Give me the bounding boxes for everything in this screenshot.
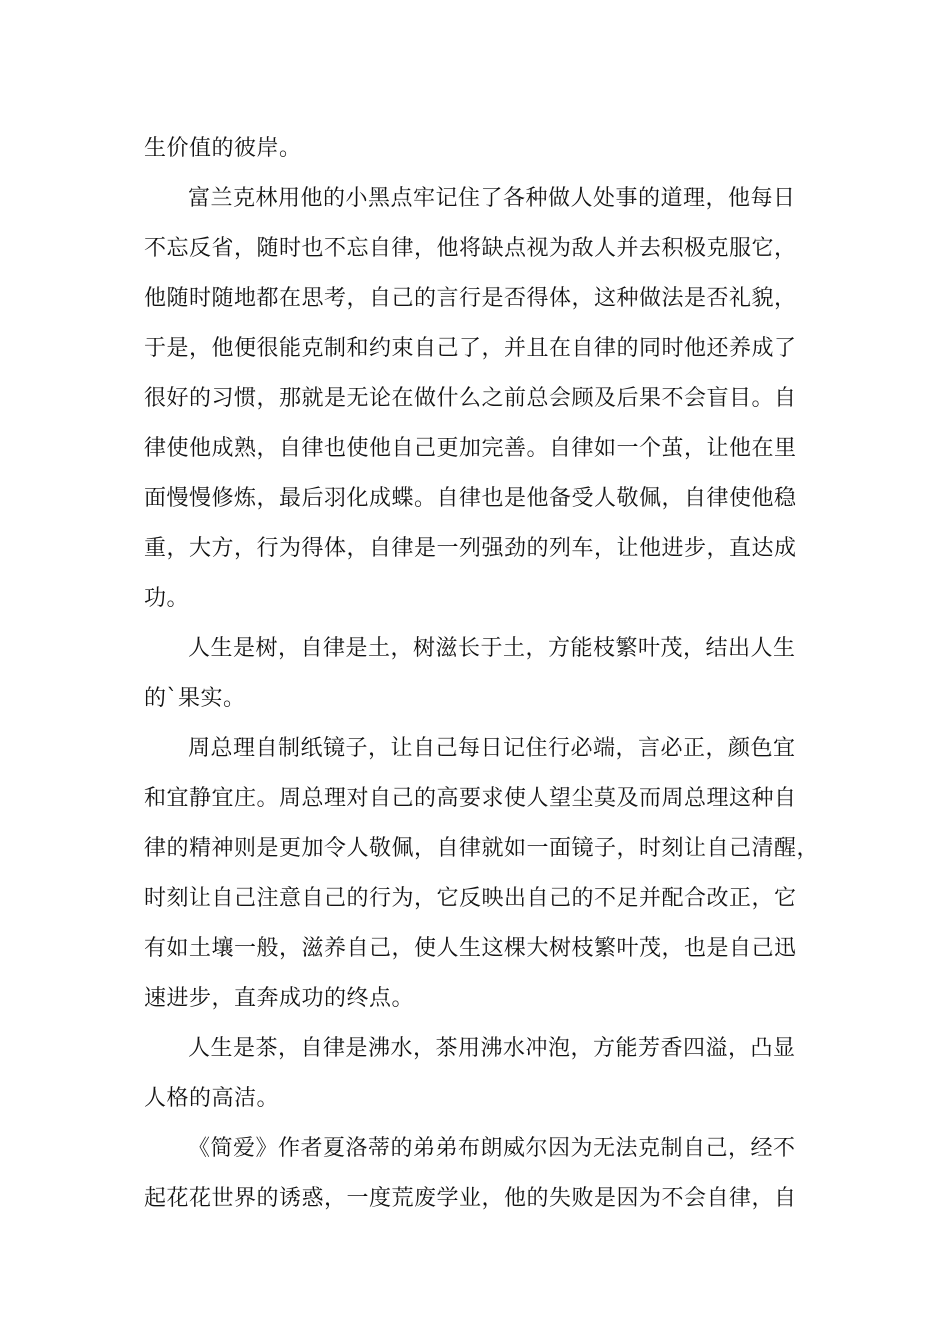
text-line: 和宜静宜庄。周总理对自己的高要求使人望尘莫及而周总理这种自 xyxy=(144,786,797,811)
text-line: 时刻让自己注意自己的行为，它反映出自己的不足并配合改正，它 xyxy=(144,886,797,911)
text-line: 功。 xyxy=(144,586,190,611)
paragraph-start-line: 人生是茶，自律是沸水，茶用沸水冲泡，方能芳香四溢，凸显 xyxy=(188,1036,796,1061)
text-line: 不忘反省，随时也不忘自律，他将缺点视为敌人并去积极克服它， xyxy=(144,236,797,261)
text-line: 人格的高洁。 xyxy=(144,1086,280,1111)
text-line: 速进步，直奔成功的终点。 xyxy=(144,986,415,1011)
text-line: 很好的习惯，那就是无论在做什么之前总会顾及后果不会盲目。自 xyxy=(144,386,797,411)
paragraph-start-line: 富兰克林用他的小黑点牢记住了各种做人处事的道理，他每日 xyxy=(188,186,796,211)
text-line: 有如土壤一般，滋养自己，使人生这棵大树枝繁叶茂，也是自己迅 xyxy=(144,936,797,961)
text-line: 律的精神则是更加令人敬佩，自律就如一面镜子，时刻让自己清醒， xyxy=(144,836,820,861)
paragraph-start-line: 周总理自制纸镜子，让自己每日记住行必端，言必正，颜色宜 xyxy=(188,736,796,761)
text-line: 面慢慢修炼，最后羽化成蝶。自律也是他备受人敬佩，自律使他稳 xyxy=(144,486,797,511)
paragraph-start-line: 人生是树，自律是土，树滋长于土，方能枝繁叶茂，结出人生 xyxy=(188,636,796,661)
document-body xyxy=(144,124,834,1224)
text-line: 的`果实。 xyxy=(144,686,246,711)
text-line: 律使他成熟，自律也使他自己更加完善。自律如一个茧，让他在里 xyxy=(144,436,797,461)
text-line: 起花花世界的诱惑，一度荒废学业，他的失败是因为不会自律，自 xyxy=(144,1186,797,1211)
text-line: 他随时随地都在思考，自己的言行是否得体，这种做法是否礼貌， xyxy=(144,286,797,311)
text-line: 重，大方，行为得体，自律是一列强劲的列车，让他进步，直达成 xyxy=(144,536,797,561)
text-line: 生价值的彼岸。 xyxy=(144,136,302,161)
paragraph-start-line: 《简爱》作者夏洛蒂的弟弟布朗威尔因为无法克制自己，经不 xyxy=(188,1136,796,1161)
text-line: 于是，他便很能克制和约束自己了，并且在自律的同时他还养成了 xyxy=(144,336,797,361)
